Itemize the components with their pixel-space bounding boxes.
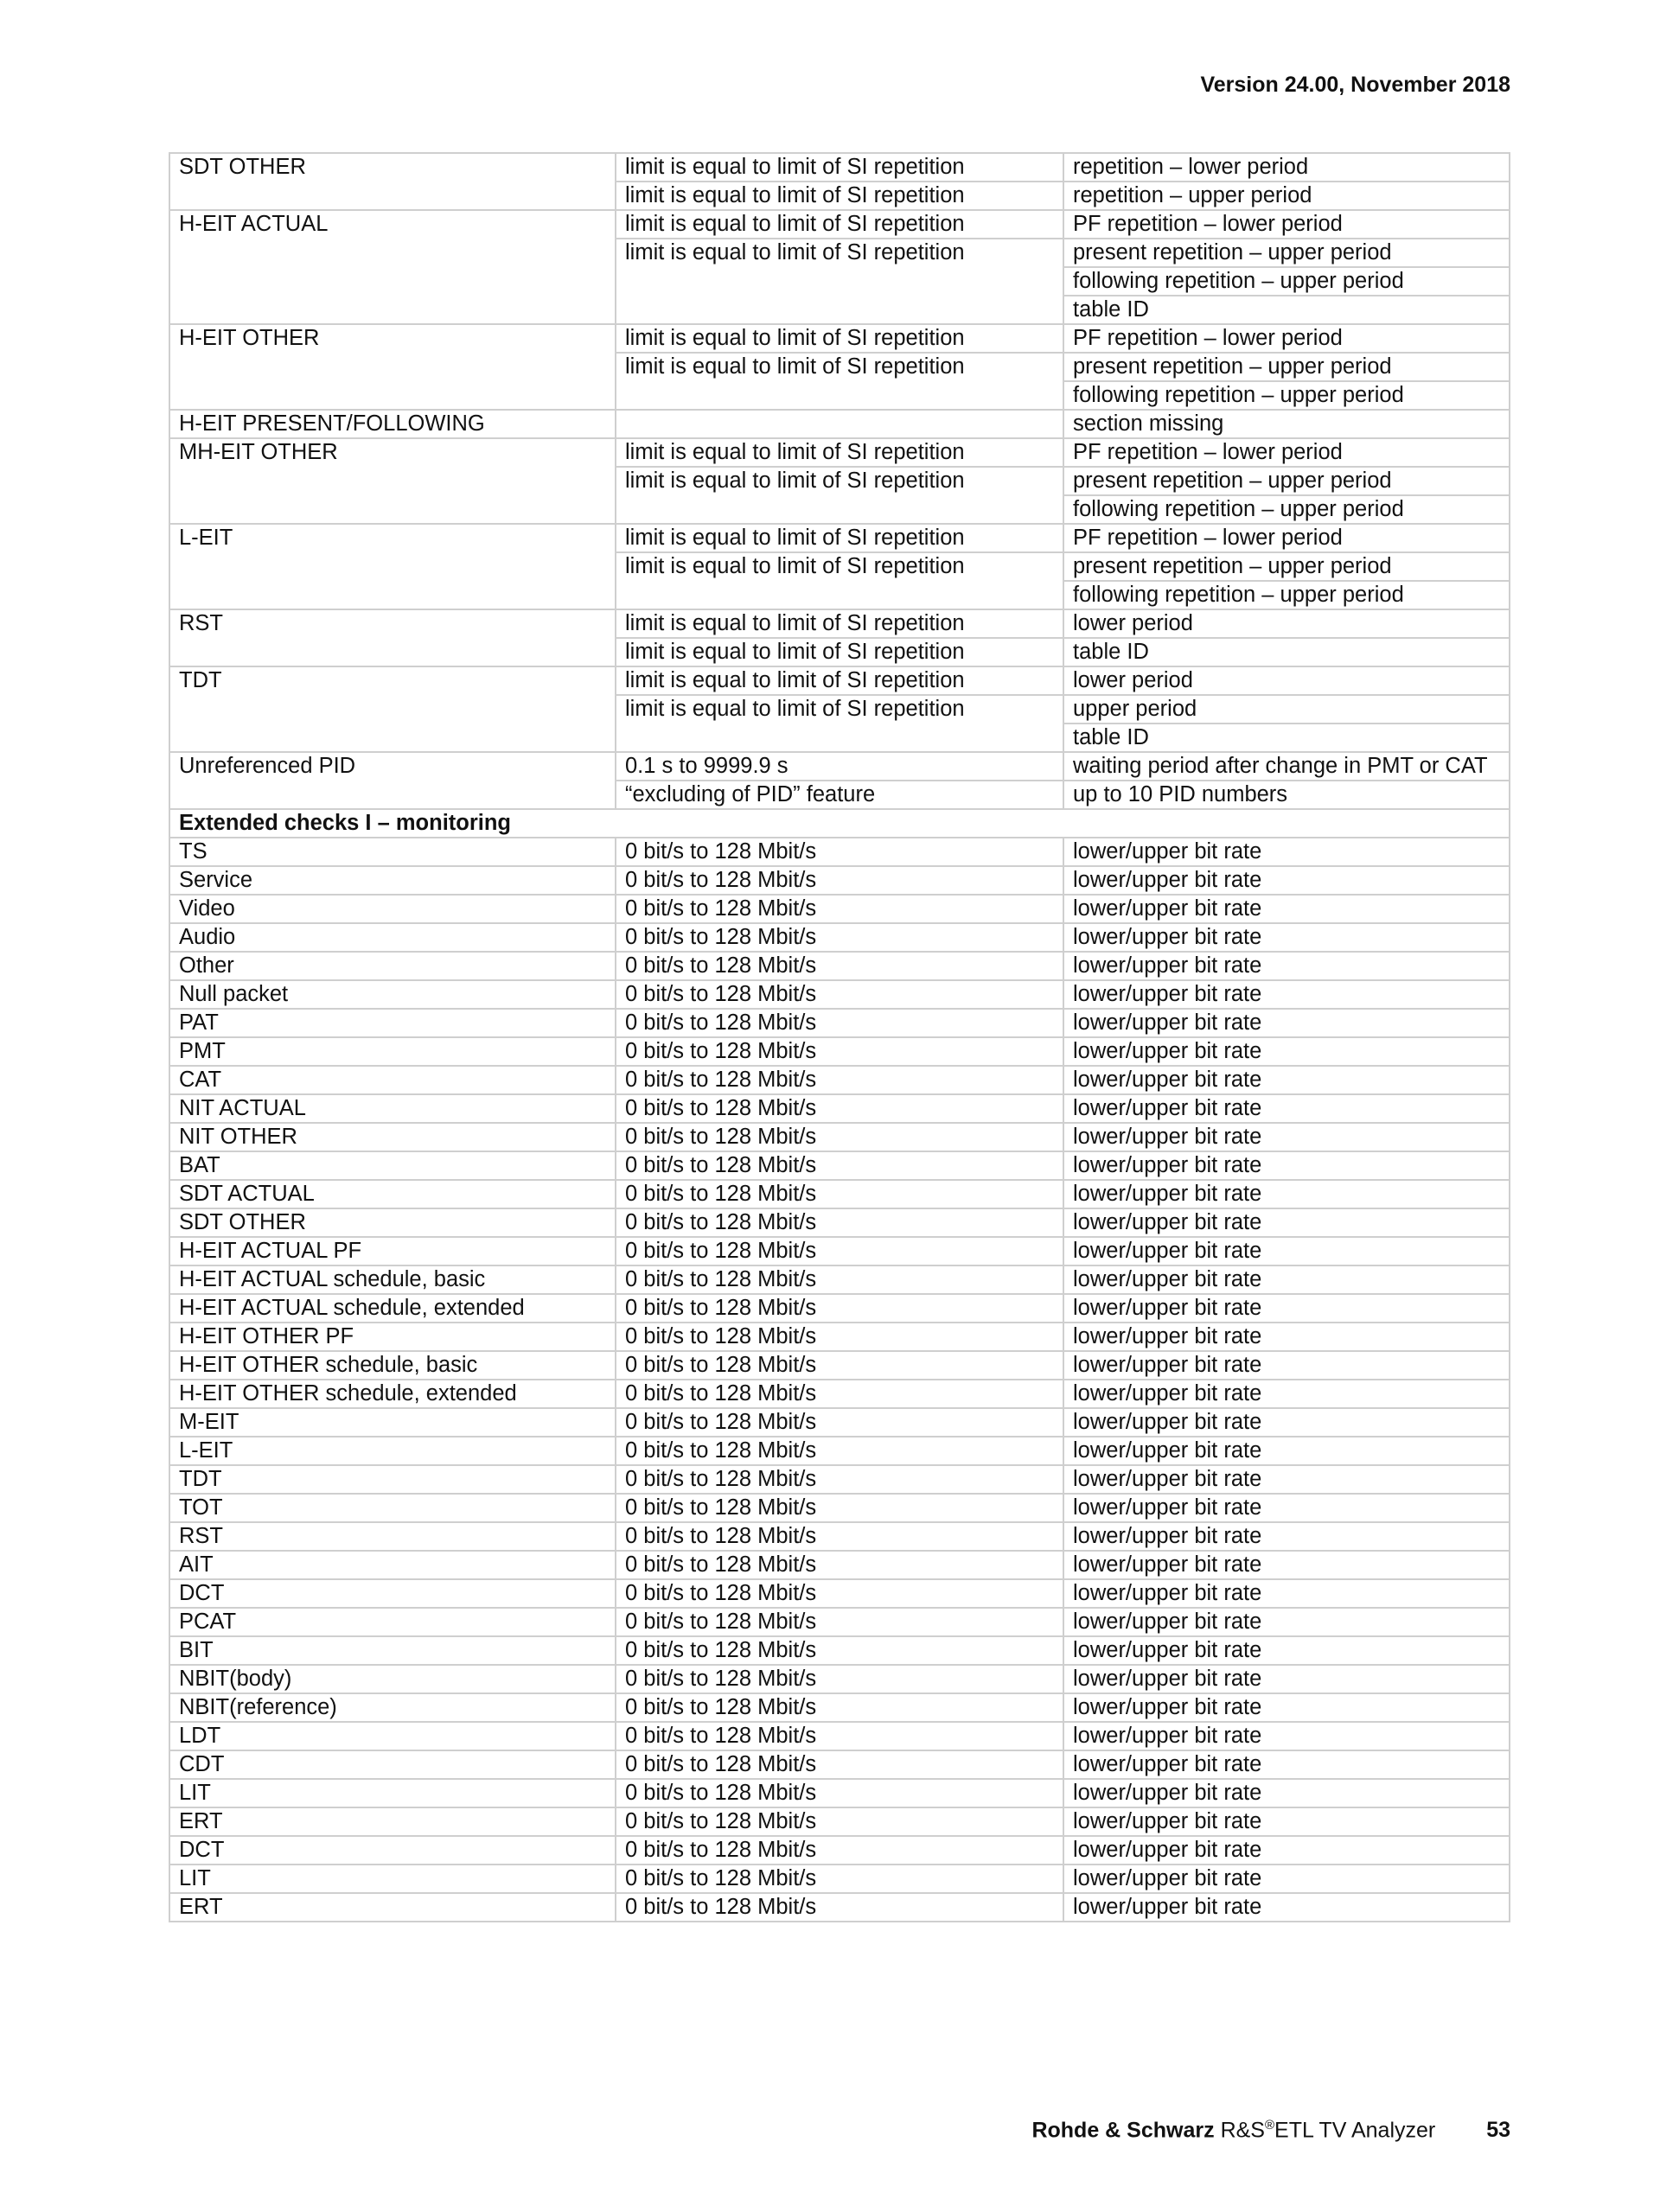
- table-row: [169, 1009, 1510, 1037]
- range-cell: 0 bit/s to 128 Mbit/s: [616, 1636, 1063, 1665]
- range-cell: 0 bit/s to 128 Mbit/s: [616, 1066, 1063, 1094]
- range-cell: limit is equal to limit of SI repetition: [616, 182, 1063, 210]
- table-row: [169, 1750, 1510, 1779]
- range-cell: 0 bit/s to 128 Mbit/s: [616, 895, 1063, 923]
- table-row: [169, 895, 1510, 923]
- range-cell: 0 bit/s to 128 Mbit/s: [616, 1294, 1063, 1323]
- range-cell: 0 bit/s to 128 Mbit/s: [616, 1750, 1063, 1779]
- table-row: [169, 1265, 1510, 1294]
- table-row: [169, 1494, 1510, 1522]
- description-cell: lower/upper bit rate: [1063, 1465, 1510, 1494]
- table-row: [169, 1636, 1510, 1665]
- table-row: [169, 1865, 1510, 1893]
- description-cell: lower/upper bit rate: [1063, 1494, 1510, 1522]
- description-cell: lower/upper bit rate: [1063, 1294, 1510, 1323]
- description-cell: lower/upper bit rate: [1063, 1779, 1510, 1807]
- table-row: [169, 752, 1510, 781]
- parameter-cell: Other: [169, 952, 616, 980]
- range-cell: 0 bit/s to 128 Mbit/s: [616, 1009, 1063, 1037]
- description-cell: lower/upper bit rate: [1063, 1807, 1510, 1836]
- table-row: [169, 324, 1510, 353]
- table-row: [169, 1836, 1510, 1865]
- description-cell: lower/upper bit rate: [1063, 1351, 1510, 1380]
- range-cell: 0 bit/s to 128 Mbit/s: [616, 1351, 1063, 1380]
- range-cell: 0 bit/s to 128 Mbit/s: [616, 1551, 1063, 1579]
- document-version: Version 24.00, November 2018: [1200, 73, 1510, 97]
- parameter-cell: LDT: [169, 1722, 616, 1750]
- table-row: [169, 1807, 1510, 1836]
- table-row: [169, 1579, 1510, 1608]
- description-cell: lower/upper bit rate: [1063, 1237, 1510, 1265]
- range-cell: 0 bit/s to 128 Mbit/s: [616, 1693, 1063, 1722]
- table-row: [169, 1522, 1510, 1551]
- description-cell: lower/upper bit rate: [1063, 923, 1510, 952]
- range-cell: limit is equal to limit of SI repetition: [616, 239, 1063, 324]
- range-cell: 0 bit/s to 128 Mbit/s: [616, 1094, 1063, 1123]
- range-cell: limit is equal to limit of SI repetition: [616, 638, 1063, 666]
- table-row: [169, 923, 1510, 952]
- table-row: [169, 1351, 1510, 1380]
- range-cell: limit is equal to limit of SI repetition: [616, 210, 1063, 239]
- range-cell: 0 bit/s to 128 Mbit/s: [616, 952, 1063, 980]
- parameter-cell: DCT: [169, 1579, 616, 1608]
- description-cell: lower/upper bit rate: [1063, 1208, 1510, 1237]
- company-name: Rohde & Schwarz: [1031, 2118, 1215, 2143]
- range-cell: 0 bit/s to 128 Mbit/s: [616, 1465, 1063, 1494]
- description-cell: lower/upper bit rate: [1063, 1066, 1510, 1094]
- description-cell: lower/upper bit rate: [1063, 1323, 1510, 1351]
- parameter-cell: SDT OTHER: [169, 153, 616, 210]
- range-cell: 0.1 s to 9999.9 s: [616, 752, 1063, 781]
- parameter-cell: Video: [169, 895, 616, 923]
- specification-table: [169, 152, 1510, 1922]
- range-cell: [616, 410, 1063, 438]
- parameter-cell: LIT: [169, 1779, 616, 1807]
- table-row: [169, 1380, 1510, 1408]
- section-heading: Extended checks I – monitoring: [169, 809, 1510, 838]
- range-cell: 0 bit/s to 128 Mbit/s: [616, 1237, 1063, 1265]
- description-cell: PF repetition – lower period: [1063, 438, 1510, 467]
- parameter-cell: H-EIT OTHER PF: [169, 1323, 616, 1351]
- range-cell: “excluding of PID” feature: [616, 781, 1063, 809]
- table-row: [169, 1779, 1510, 1807]
- description-cell: lower/upper bit rate: [1063, 1094, 1510, 1123]
- parameter-cell: NIT ACTUAL: [169, 1094, 616, 1123]
- table-row: [169, 838, 1510, 866]
- table-row: [169, 153, 1510, 182]
- range-cell: limit is equal to limit of SI repetition: [616, 153, 1063, 182]
- range-cell: limit is equal to limit of SI repetition: [616, 467, 1063, 524]
- parameter-cell: CDT: [169, 1750, 616, 1779]
- range-cell: 0 bit/s to 128 Mbit/s: [616, 1865, 1063, 1893]
- range-cell: 0 bit/s to 128 Mbit/s: [616, 1208, 1063, 1237]
- description-cell: lower/upper bit rate: [1063, 1836, 1510, 1865]
- parameter-cell: RST: [169, 1522, 616, 1551]
- description-cell: lower/upper bit rate: [1063, 1693, 1510, 1722]
- parameter-cell: H-EIT PRESENT/FOLLOWING: [169, 410, 616, 438]
- description-cell: following repetition – upper period: [1063, 267, 1510, 296]
- range-cell: 0 bit/s to 128 Mbit/s: [616, 1807, 1063, 1836]
- registered-mark: ®: [1264, 2118, 1275, 2132]
- parameter-cell: PMT: [169, 1037, 616, 1066]
- parameter-cell: RST: [169, 609, 616, 666]
- table-row: [169, 1408, 1510, 1437]
- page-footer: [1031, 2118, 1510, 2143]
- parameter-cell: NBIT(reference): [169, 1693, 616, 1722]
- parameter-cell: M-EIT: [169, 1408, 616, 1437]
- range-cell: 0 bit/s to 128 Mbit/s: [616, 1151, 1063, 1180]
- description-cell: repetition – upper period: [1063, 182, 1510, 210]
- description-cell: lower/upper bit rate: [1063, 1151, 1510, 1180]
- range-cell: 0 bit/s to 128 Mbit/s: [616, 1380, 1063, 1408]
- table-row: [169, 524, 1510, 552]
- description-cell: lower/upper bit rate: [1063, 1865, 1510, 1893]
- table-row: [169, 438, 1510, 467]
- range-cell: limit is equal to limit of SI repetition: [616, 324, 1063, 353]
- range-cell: 0 bit/s to 128 Mbit/s: [616, 1579, 1063, 1608]
- description-cell: lower/upper bit rate: [1063, 1180, 1510, 1208]
- parameter-cell: DCT: [169, 1836, 616, 1865]
- table-row: [169, 1066, 1510, 1094]
- parameter-cell: TDT: [169, 666, 616, 752]
- table-row: [169, 1465, 1510, 1494]
- table-row: [169, 866, 1510, 895]
- range-cell: 0 bit/s to 128 Mbit/s: [616, 866, 1063, 895]
- description-cell: lower/upper bit rate: [1063, 1636, 1510, 1665]
- description-cell: PF repetition – lower period: [1063, 324, 1510, 353]
- table-row: [169, 609, 1510, 638]
- table-row: [169, 952, 1510, 980]
- parameter-cell: SDT OTHER: [169, 1208, 616, 1237]
- table-row: [169, 1151, 1510, 1180]
- range-cell: 0 bit/s to 128 Mbit/s: [616, 1180, 1063, 1208]
- parameter-cell: TOT: [169, 1494, 616, 1522]
- table-row: [169, 210, 1510, 239]
- table-row: [169, 666, 1510, 695]
- parameter-cell: MH-EIT OTHER: [169, 438, 616, 524]
- description-cell: lower/upper bit rate: [1063, 866, 1510, 895]
- range-cell: limit is equal to limit of SI repetition: [616, 438, 1063, 467]
- parameter-cell: PCAT: [169, 1608, 616, 1636]
- table-row: [169, 1123, 1510, 1151]
- parameter-cell: NIT OTHER: [169, 1123, 616, 1151]
- table-row: [169, 1722, 1510, 1750]
- range-cell: 0 bit/s to 128 Mbit/s: [616, 1836, 1063, 1865]
- range-cell: 0 bit/s to 128 Mbit/s: [616, 1265, 1063, 1294]
- parameter-cell: L-EIT: [169, 524, 616, 609]
- range-cell: 0 bit/s to 128 Mbit/s: [616, 1123, 1063, 1151]
- range-cell: 0 bit/s to 128 Mbit/s: [616, 1494, 1063, 1522]
- page-number: 53: [1486, 2118, 1510, 2143]
- table-row: [169, 1237, 1510, 1265]
- section-header-row: [169, 809, 1510, 838]
- description-cell: lower/upper bit rate: [1063, 952, 1510, 980]
- range-cell: 0 bit/s to 128 Mbit/s: [616, 1722, 1063, 1750]
- table-row: [169, 980, 1510, 1009]
- parameter-cell: Service: [169, 866, 616, 895]
- table-row: [169, 1551, 1510, 1579]
- table-row: [169, 1323, 1510, 1351]
- description-cell: following repetition – upper period: [1063, 381, 1510, 410]
- parameter-cell: H-EIT ACTUAL: [169, 210, 616, 324]
- parameter-cell: L-EIT: [169, 1437, 616, 1465]
- range-cell: 0 bit/s to 128 Mbit/s: [616, 1608, 1063, 1636]
- product-name: ETL TV Analyzer: [1274, 2118, 1436, 2143]
- parameter-cell: ERT: [169, 1893, 616, 1922]
- description-cell: lower/upper bit rate: [1063, 1522, 1510, 1551]
- description-cell: PF repetition – lower period: [1063, 210, 1510, 239]
- range-cell: 0 bit/s to 128 Mbit/s: [616, 838, 1063, 866]
- parameter-cell: TS: [169, 838, 616, 866]
- description-cell: upper period: [1063, 695, 1510, 724]
- description-cell: section missing: [1063, 410, 1510, 438]
- parameter-cell: Unreferenced PID: [169, 752, 616, 809]
- description-cell: lower/upper bit rate: [1063, 1265, 1510, 1294]
- table-row: [169, 1037, 1510, 1066]
- parameter-cell: H-EIT OTHER schedule, extended: [169, 1380, 616, 1408]
- parameter-cell: TDT: [169, 1465, 616, 1494]
- range-cell: limit is equal to limit of SI repetition: [616, 353, 1063, 410]
- parameter-cell: BAT: [169, 1151, 616, 1180]
- range-cell: 0 bit/s to 128 Mbit/s: [616, 1779, 1063, 1807]
- table-row: [169, 410, 1510, 438]
- table-row: [169, 1693, 1510, 1722]
- description-cell: lower period: [1063, 609, 1510, 638]
- range-cell: limit is equal to limit of SI repetition: [616, 666, 1063, 695]
- description-cell: lower/upper bit rate: [1063, 1608, 1510, 1636]
- description-cell: present repetition – upper period: [1063, 467, 1510, 495]
- table-row: [169, 1180, 1510, 1208]
- parameter-cell: NBIT(body): [169, 1665, 616, 1693]
- product-prefix: R&S: [1220, 2118, 1265, 2143]
- parameter-cell: Audio: [169, 923, 616, 952]
- table-row: [169, 1094, 1510, 1123]
- range-cell: limit is equal to limit of SI repetition: [616, 695, 1063, 752]
- parameter-cell: LIT: [169, 1865, 616, 1893]
- description-cell: following repetition – upper period: [1063, 581, 1510, 609]
- description-cell: waiting period after change in PMT or CAT: [1063, 752, 1510, 781]
- description-cell: repetition – lower period: [1063, 153, 1510, 182]
- parameter-cell: PAT: [169, 1009, 616, 1037]
- range-cell: 0 bit/s to 128 Mbit/s: [616, 923, 1063, 952]
- description-cell: lower/upper bit rate: [1063, 1009, 1510, 1037]
- description-cell: PF repetition – lower period: [1063, 524, 1510, 552]
- description-cell: lower/upper bit rate: [1063, 980, 1510, 1009]
- description-cell: lower/upper bit rate: [1063, 1893, 1510, 1922]
- description-cell: lower/upper bit rate: [1063, 1551, 1510, 1579]
- range-cell: 0 bit/s to 128 Mbit/s: [616, 980, 1063, 1009]
- range-cell: 0 bit/s to 128 Mbit/s: [616, 1522, 1063, 1551]
- range-cell: 0 bit/s to 128 Mbit/s: [616, 1437, 1063, 1465]
- description-cell: table ID: [1063, 724, 1510, 752]
- range-cell: 0 bit/s to 128 Mbit/s: [616, 1323, 1063, 1351]
- description-cell: present repetition – upper period: [1063, 353, 1510, 381]
- table-row: [169, 1893, 1510, 1922]
- description-cell: present repetition – upper period: [1063, 552, 1510, 581]
- parameter-cell: H-EIT OTHER schedule, basic: [169, 1351, 616, 1380]
- description-cell: table ID: [1063, 638, 1510, 666]
- description-cell: up to 10 PID numbers: [1063, 781, 1510, 809]
- description-cell: table ID: [1063, 296, 1510, 324]
- parameter-cell: H-EIT ACTUAL PF: [169, 1237, 616, 1265]
- description-cell: present repetition – upper period: [1063, 239, 1510, 267]
- description-cell: lower/upper bit rate: [1063, 1665, 1510, 1693]
- description-cell: lower/upper bit rate: [1063, 1579, 1510, 1608]
- description-cell: lower/upper bit rate: [1063, 1722, 1510, 1750]
- description-cell: lower/upper bit rate: [1063, 1380, 1510, 1408]
- range-cell: 0 bit/s to 128 Mbit/s: [616, 1665, 1063, 1693]
- table-row: [169, 1665, 1510, 1693]
- table-row: [169, 1608, 1510, 1636]
- description-cell: lower period: [1063, 666, 1510, 695]
- range-cell: limit is equal to limit of SI repetition: [616, 609, 1063, 638]
- description-cell: lower/upper bit rate: [1063, 1437, 1510, 1465]
- parameter-cell: H-EIT ACTUAL schedule, extended: [169, 1294, 616, 1323]
- description-cell: lower/upper bit rate: [1063, 838, 1510, 866]
- parameter-cell: BIT: [169, 1636, 616, 1665]
- description-cell: lower/upper bit rate: [1063, 1037, 1510, 1066]
- parameter-cell: SDT ACTUAL: [169, 1180, 616, 1208]
- range-cell: 0 bit/s to 128 Mbit/s: [616, 1037, 1063, 1066]
- range-cell: 0 bit/s to 128 Mbit/s: [616, 1408, 1063, 1437]
- table-row: [169, 1437, 1510, 1465]
- description-cell: lower/upper bit rate: [1063, 1123, 1510, 1151]
- description-cell: lower/upper bit rate: [1063, 895, 1510, 923]
- parameter-cell: CAT: [169, 1066, 616, 1094]
- parameter-cell: Null packet: [169, 980, 616, 1009]
- range-cell: 0 bit/s to 128 Mbit/s: [616, 1893, 1063, 1922]
- parameter-cell: ERT: [169, 1807, 616, 1836]
- table-row: [169, 1208, 1510, 1237]
- parameter-cell: AIT: [169, 1551, 616, 1579]
- description-cell: lower/upper bit rate: [1063, 1408, 1510, 1437]
- table-row: [169, 1294, 1510, 1323]
- range-cell: limit is equal to limit of SI repetition: [616, 552, 1063, 609]
- range-cell: limit is equal to limit of SI repetition: [616, 524, 1063, 552]
- description-cell: following repetition – upper period: [1063, 495, 1510, 524]
- parameter-cell: H-EIT ACTUAL schedule, basic: [169, 1265, 616, 1294]
- description-cell: lower/upper bit rate: [1063, 1750, 1510, 1779]
- parameter-cell: H-EIT OTHER: [169, 324, 616, 410]
